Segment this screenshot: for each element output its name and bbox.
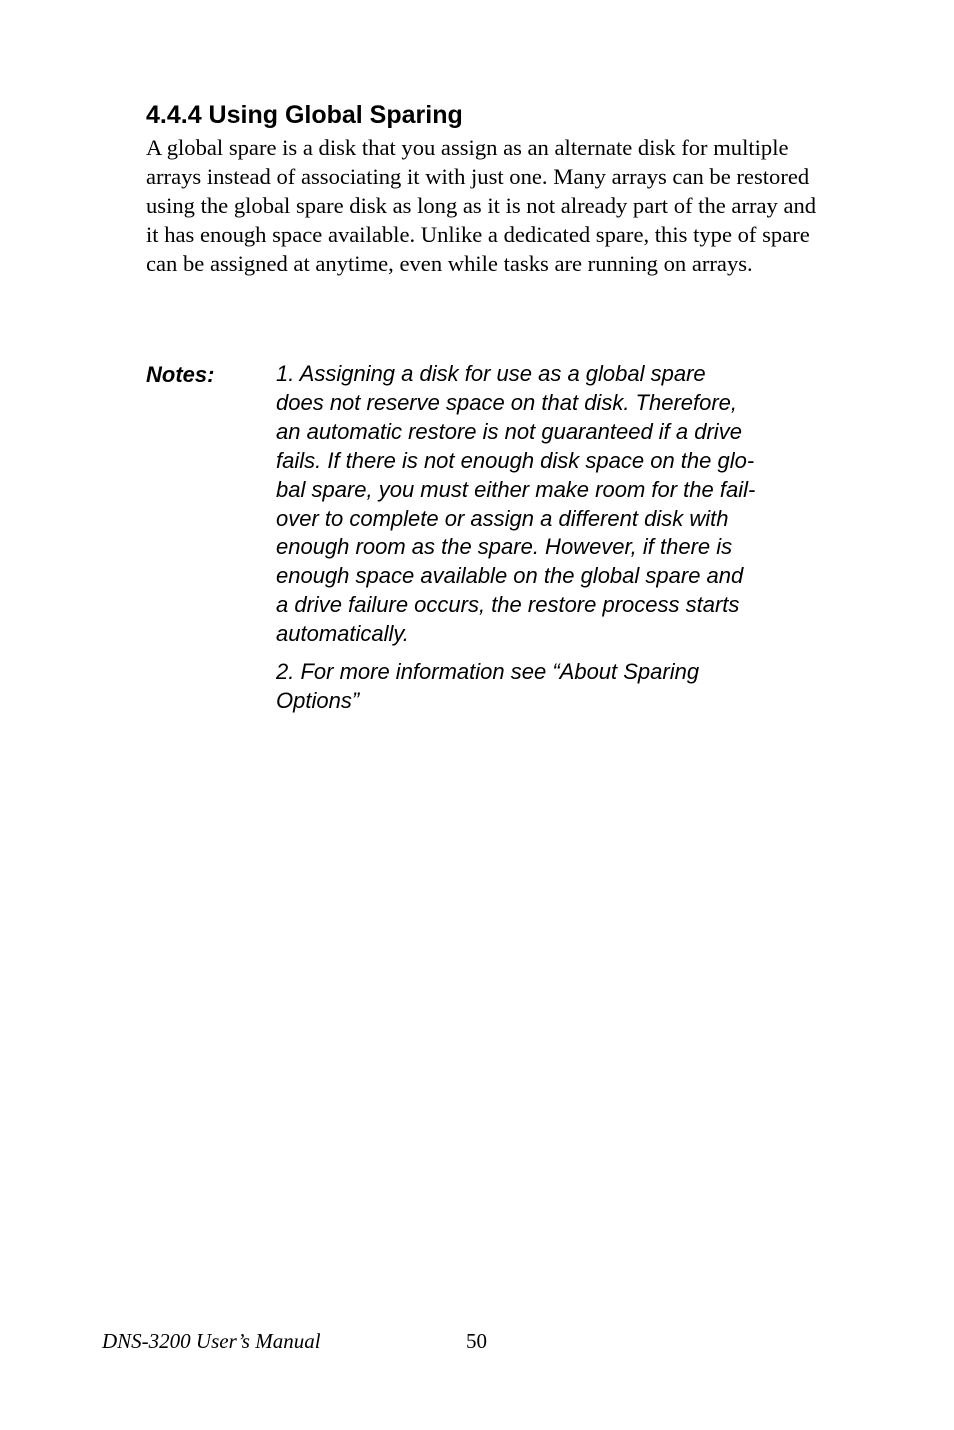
note-line: 2. For more information see “About Sparing xyxy=(276,659,700,685)
paragraph-line: can be assigned at anytime, even while tasks are running on arrays. xyxy=(146,251,753,276)
global-sparing-paragraph xyxy=(146,133,858,278)
paragraph-line: arrays instead of associating it with just one. Many arrays can be restored xyxy=(146,164,810,189)
note-1 xyxy=(276,360,836,649)
note-line: over to complete or assign a different disk with xyxy=(276,505,729,531)
footer-manual-title: DNS-3200 User’s Manual xyxy=(102,1329,321,1353)
note-line: enough room as the spare. However, if there is xyxy=(276,534,733,560)
notes-list xyxy=(276,360,836,725)
note-line: does not reserve space on that disk. Therefore, xyxy=(276,389,738,415)
paragraph-line: it has enough space available. Unlike a dedicated spare, this type of spare xyxy=(146,222,810,247)
note-line: fails. If there is not enough disk space on the glo- xyxy=(276,447,755,473)
note-line: Options” xyxy=(276,687,360,713)
note-line: a drive failure occurs, the restore process starts xyxy=(276,592,740,618)
note-line: 1. Assigning a disk for use as a global spare xyxy=(276,361,706,386)
paragraph-line: using the global spare disk as long as it is not already part of the array and xyxy=(146,193,817,218)
footer-page-number: 50 xyxy=(466,1329,487,1353)
notes-label: Notes: xyxy=(146,362,215,387)
note-line: enough space available on the global spare and xyxy=(276,563,744,589)
note-line: bal spare, you must either make room for the fail- xyxy=(276,476,756,502)
section-heading: 4.4.4 Using Global Sparing xyxy=(146,101,463,129)
note-line: an automatic restore is not guaranteed if a drive xyxy=(276,418,742,444)
note-2 xyxy=(276,658,836,716)
paragraph-line: A global spare is a disk that you assign as an alternate disk for multiple xyxy=(146,135,789,160)
note-line: automatically. xyxy=(276,621,409,647)
